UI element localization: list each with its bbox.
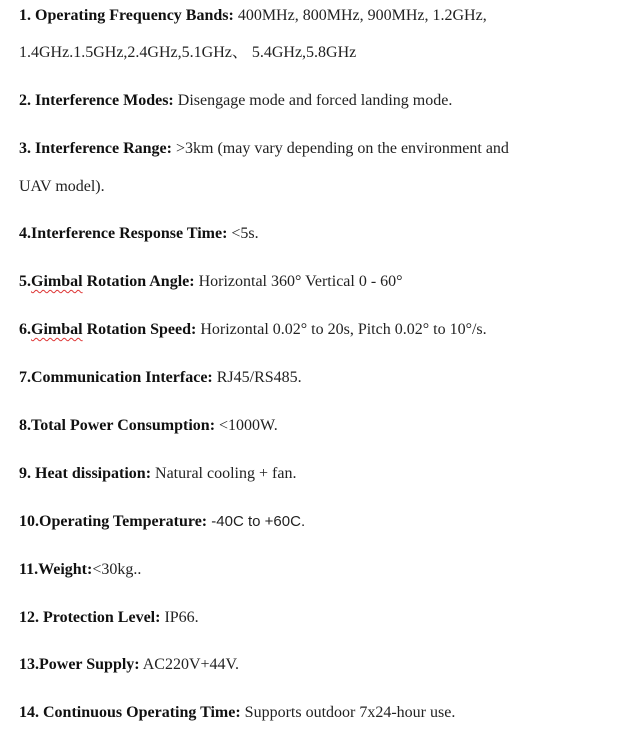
spec-value: IP66. xyxy=(160,609,199,626)
spec-value: -40C to +60C. xyxy=(207,513,306,530)
spec-item-communication-interface xyxy=(19,368,302,388)
spec-value: >3km (may vary depending on the environment and xyxy=(171,140,509,157)
spellcheck-word[interactable]: Gimbal xyxy=(31,321,83,338)
spec-label: 11.Weight: xyxy=(19,561,93,578)
spec-value: Natural cooling + fan. xyxy=(151,465,297,482)
spec-value-continuation: 1.4GHz.1.5GHz,2.4GHz,5.1GHz、 5.4GHz,5.8GHz xyxy=(19,44,357,61)
spec-label-rest: Rotation Angle: xyxy=(82,273,195,290)
spec-item-protection-level xyxy=(19,608,199,628)
spec-item-operating-temperature xyxy=(19,512,305,532)
spec-item-continuous-operating-time xyxy=(19,703,455,723)
spec-item-interference-range-continuation xyxy=(19,177,105,197)
spec-item-interference-modes xyxy=(19,91,452,111)
spec-value: RJ45/RS485. xyxy=(212,369,302,386)
spec-value: Supports outdoor 7x24-hour use. xyxy=(240,704,456,721)
spec-value: Horizontal 0.02° to 20s, Pitch 0.02° to 10°/s. xyxy=(196,321,487,338)
spec-item-frequency-bands-continuation xyxy=(19,43,356,63)
spec-label: 9. Heat dissipation: xyxy=(19,465,152,482)
spec-value: Horizontal 360° Vertical 0 - 60° xyxy=(194,273,403,290)
spec-label-number: 6. xyxy=(19,321,31,338)
spellcheck-word[interactable]: Gimbal xyxy=(31,273,83,290)
spec-item-gimbal-speed xyxy=(19,320,487,340)
spec-label: 4.Interference Response Time: xyxy=(19,225,228,242)
spec-item-response-time xyxy=(19,224,259,244)
spec-label: 8.Total Power Consumption: xyxy=(19,417,216,434)
spec-item-power-supply xyxy=(19,655,239,675)
spec-label: 13.Power Supply: xyxy=(19,656,140,673)
spec-item-frequency-bands xyxy=(19,6,487,26)
spec-item-heat-dissipation xyxy=(19,464,296,484)
spec-value: 400MHz, 800MHz, 900MHz, 1.2GHz, xyxy=(233,7,487,24)
spec-item-gimbal-angle xyxy=(19,272,403,292)
spec-value: <30kg.. xyxy=(92,561,142,578)
spec-label: 7.Communication Interface: xyxy=(19,369,213,386)
spec-label: 2. Interference Modes: xyxy=(19,92,174,109)
spec-label: 14. Continuous Operating Time: xyxy=(19,704,241,721)
spec-item-interference-range xyxy=(19,139,509,159)
spec-label xyxy=(19,273,195,290)
spec-value: AC220V+44V. xyxy=(139,656,240,673)
spec-label-rest: Rotation Speed: xyxy=(82,321,197,338)
spec-label: 12. Protection Level: xyxy=(19,609,161,626)
spec-value: Disengage mode and forced landing mode. xyxy=(173,92,453,109)
spec-value: <5s. xyxy=(227,225,259,242)
spec-label: 1. Operating Frequency Bands: xyxy=(19,7,234,24)
spec-value: <1000W. xyxy=(215,417,278,434)
spec-label-number: 5. xyxy=(19,273,31,290)
spec-value-continuation: UAV model). xyxy=(19,178,105,195)
spec-label xyxy=(19,321,196,338)
spec-label: 3. Interference Range: xyxy=(19,140,172,157)
spec-label: 10.Operating Temperature: xyxy=(19,513,208,530)
spec-item-power-consumption xyxy=(19,416,278,436)
spec-item-weight xyxy=(19,560,141,580)
